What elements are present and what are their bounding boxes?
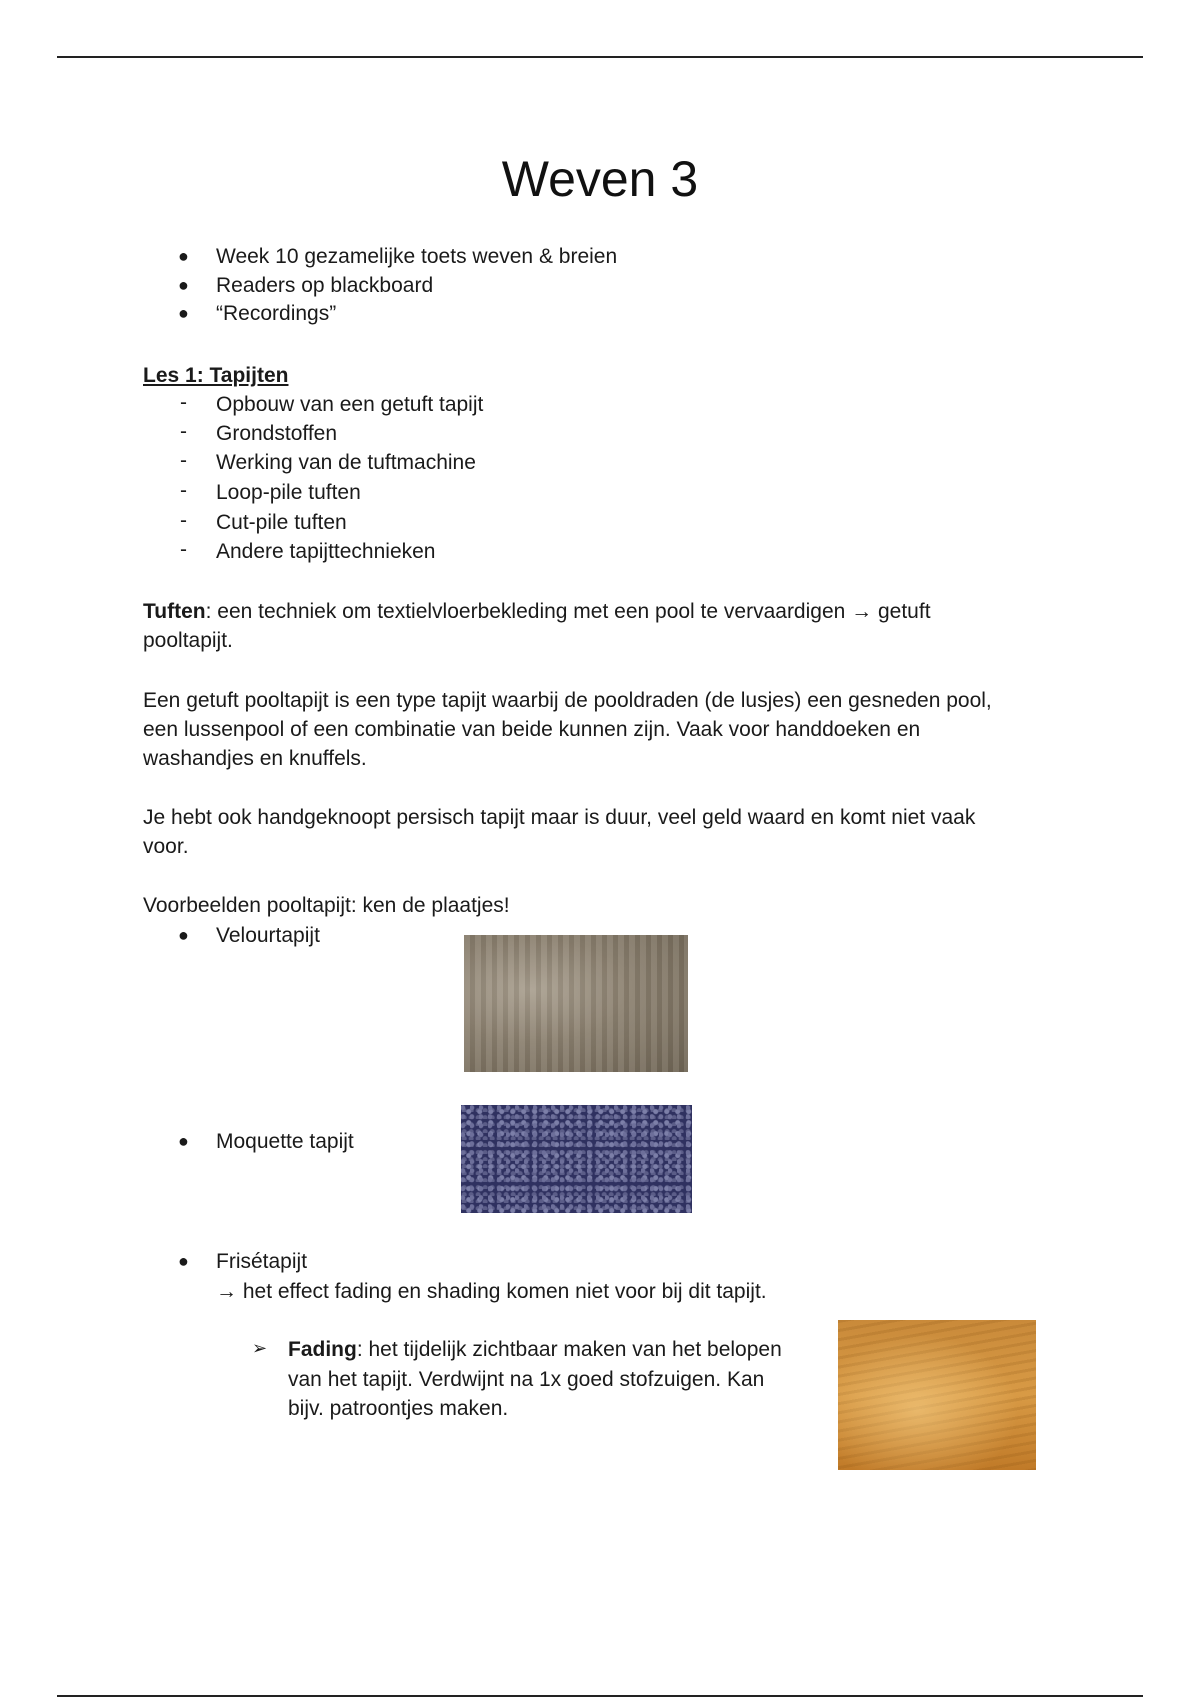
velour-label: Velourtapijt	[216, 924, 320, 947]
intro-bullet-2: Readers op blackboard	[216, 274, 434, 297]
frise-note: → het effect fading en shading komen niet voor bij dit tapijt.	[216, 1280, 767, 1303]
moquette-label: Moquette tapijt	[216, 1130, 354, 1153]
tuften-term: Tuften	[143, 600, 206, 623]
footer-rule	[57, 1695, 1143, 1697]
arrow-bullet-icon: ➢	[252, 1338, 268, 1358]
dash-marker: -	[180, 538, 187, 561]
intro-bullet-1: Week 10 gezamelijke toets weven & breien	[216, 245, 618, 268]
frise-carpet-image	[838, 1320, 1036, 1470]
paragraph-pooltapijt-line: washandjes en knuffels.	[143, 747, 367, 770]
dash-marker: -	[180, 509, 187, 532]
fading-text: : het tijdelijk zichtbaar maken van het belopen	[356, 1338, 782, 1361]
lesson-item-2: Grondstoffen	[216, 422, 338, 445]
paragraph-persisch-line: voor.	[143, 835, 189, 858]
lesson-item-3: Werking van de tuftmachine	[216, 451, 476, 474]
lesson-heading: Les 1: Tapijten	[143, 364, 289, 387]
dash-marker: -	[180, 449, 187, 472]
moquette-carpet-image	[461, 1105, 692, 1213]
lesson-item-6: Andere tapijttechnieken	[216, 540, 436, 563]
page-title: Weven 3	[501, 151, 699, 207]
tuften-text: : een techniek om textielvloerbekleding met een pool te vervaardigen → getuft	[205, 600, 931, 623]
bullet-icon: ●	[178, 1251, 189, 1271]
bullet-icon: ●	[178, 275, 189, 295]
tuften-line-2: pooltapijt.	[143, 629, 233, 652]
paragraph-pooltapijt-line: een lussenpool of een combinatie van beide kunnen zijn. Vaak voor handdoeken en	[143, 718, 921, 741]
paragraph-persisch-line: Je hebt ook handgeknoopt persisch tapijt maar is duur, veel geld waard en komt niet vaak	[143, 806, 976, 829]
bullet-icon: ●	[178, 246, 189, 266]
lesson-item-5: Cut-pile tuften	[216, 511, 347, 534]
examples-heading: Voorbeelden pooltapijt: ken de plaatjes!	[143, 894, 510, 917]
dash-marker: -	[180, 420, 187, 443]
fading-definition	[288, 1336, 782, 1364]
lesson-item-1: Opbouw van een getuft tapijt	[216, 393, 484, 416]
header-rule	[57, 56, 1143, 58]
paragraph-pooltapijt-line: Een getuft pooltapijt is een type tapijt waarbij de pooldraden (de lusjes) een gesneden pool,	[143, 689, 992, 712]
bullet-icon: ●	[178, 1131, 189, 1151]
tuften-definition	[143, 598, 931, 626]
velour-carpet-image	[464, 935, 688, 1072]
frise-label: Frisétapijt	[216, 1250, 308, 1273]
bullet-icon: ●	[178, 925, 189, 945]
intro-bullet-3: “Recordings”	[216, 302, 337, 325]
dash-marker: -	[180, 479, 187, 502]
fading-term: Fading	[288, 1338, 357, 1361]
lesson-item-4: Loop-pile tuften	[216, 481, 361, 504]
bullet-icon: ●	[178, 303, 189, 323]
fading-line-2: van het tapijt. Verdwijnt na 1x goed stofzuigen. Kan	[288, 1368, 765, 1391]
dash-marker: -	[180, 391, 187, 414]
fading-line-3: bijv. patroontjes maken.	[288, 1397, 509, 1420]
